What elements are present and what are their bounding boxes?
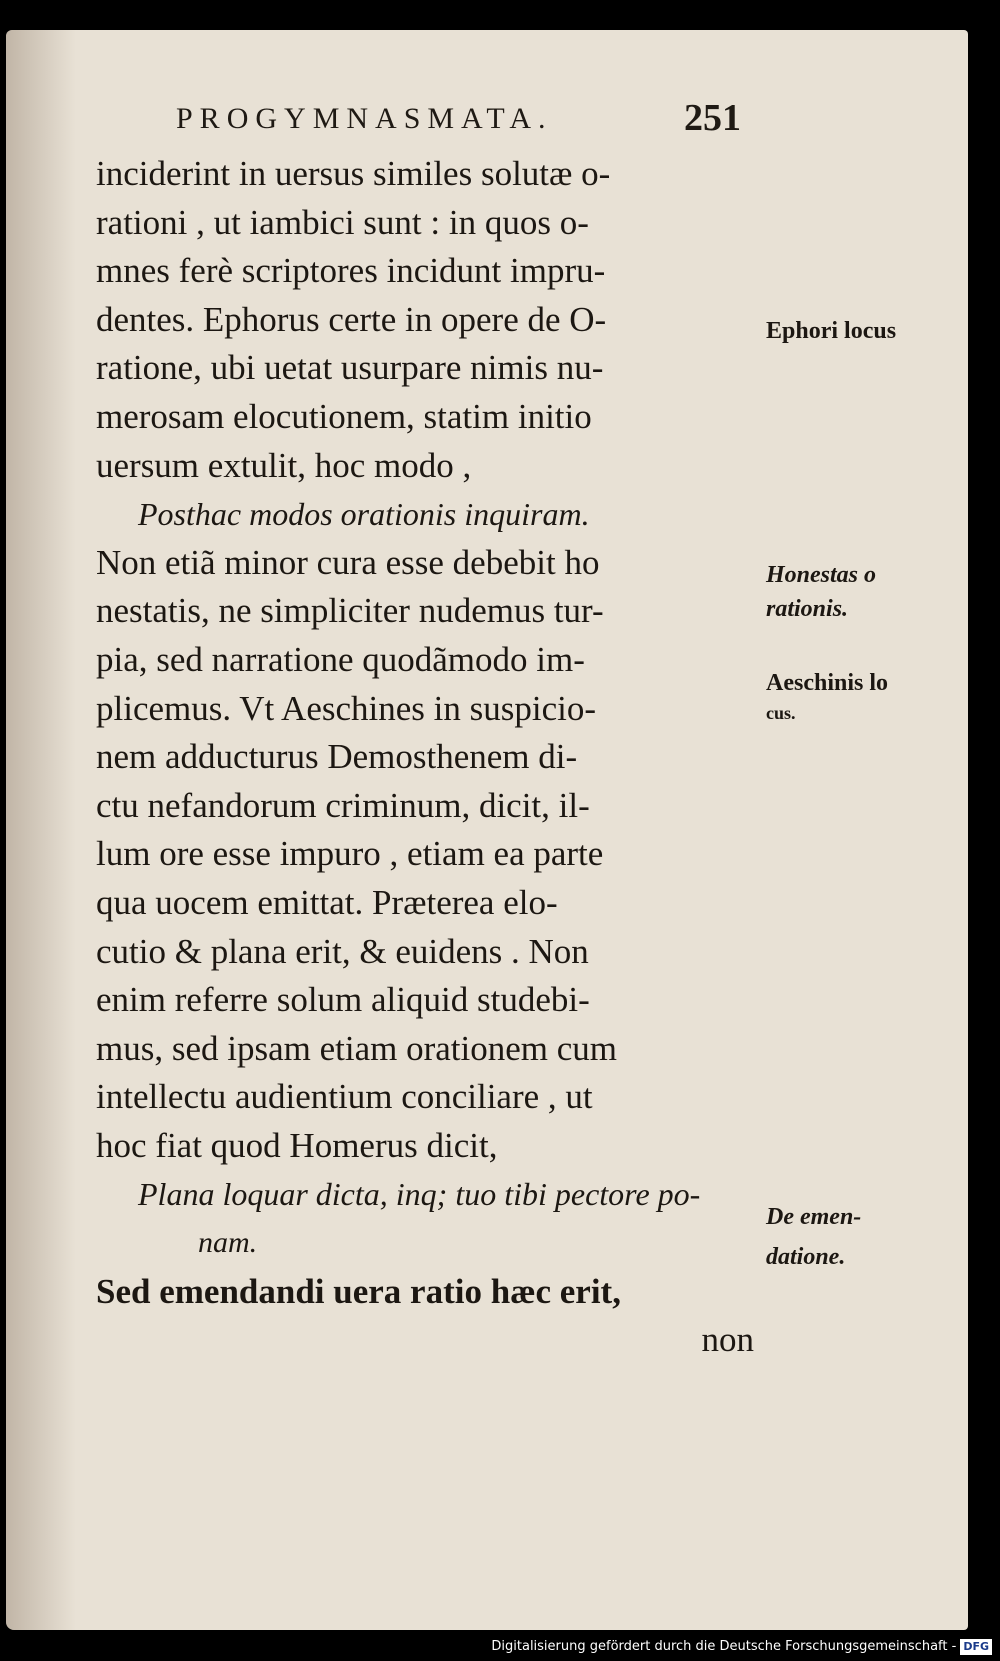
text-line: nestatis, ne simpliciter nudemus tur- — [96, 591, 604, 631]
book-page — [6, 30, 968, 1630]
text-line: intellectu audientium conciliare , ut — [96, 1077, 593, 1117]
main-text — [96, 150, 756, 1365]
text-line: merosam elocutionem, statim initio — [96, 396, 592, 436]
text-line: qua uocem emittat. Præterea elo- — [96, 882, 558, 922]
text-line: inciderint in uersus similes solutæ o- — [96, 154, 611, 193]
text-line: plicemus. Vt Aeschines in suspicio- — [96, 688, 596, 728]
running-title: PROGYMNASMATA. — [176, 102, 553, 135]
catchword: non — [701, 1320, 754, 1360]
text-line: ratione, ubi uetat usurpare nimis nu- — [96, 348, 604, 388]
marginal-note: cus. — [766, 703, 796, 723]
text-line: hoc fiat quod Homerus dicit, — [96, 1125, 498, 1165]
verse-quotation: Plana loquar dicta, inq; tuo tibi pectore po- — [138, 1176, 701, 1213]
verse-quotation: nam. — [198, 1226, 258, 1260]
text-line: uersum extulit, hoc modo , — [96, 445, 472, 485]
text-line: enim referre solum aliquid studebi- — [96, 980, 590, 1020]
text-line: pia, sed narratione quodãmodo im- — [96, 639, 585, 679]
marginal-note: rationis. — [766, 596, 849, 622]
marginal-note: Honestas o — [766, 562, 877, 588]
text-line: cutio & plana erit, & euidens . Non — [96, 931, 589, 971]
running-header — [166, 97, 766, 142]
dfg-logo: DFG — [960, 1639, 992, 1655]
digitization-credit — [491, 1637, 992, 1657]
text-line: Sed emendandi uera ratio hæc erit, — [96, 1271, 621, 1311]
text-line: lum ore esse impuro , etiam ea parte — [96, 834, 604, 874]
text-line: dentes. Ephorus certe in opere de O- — [96, 299, 607, 339]
text-line: mus, sed ipsam etiam orationem cum — [96, 1028, 618, 1068]
marginal-note: Ephori locus — [766, 318, 897, 344]
verse-quotation: Posthac modos orationis inquiram. — [138, 496, 590, 533]
page-number: 251 — [684, 97, 741, 139]
text-line: rationi , ut iambici sunt : in quos o- — [96, 202, 589, 242]
marginal-note: De emen- — [766, 1204, 862, 1230]
credit-text: Digitalisierung gefördert durch die Deutsche Forschungsgemeinschaft - — [491, 1639, 957, 1654]
marginal-note: Aeschinis lo — [766, 670, 889, 696]
marginal-note: datione. — [766, 1244, 846, 1270]
text-line: ctu nefandorum criminum, dicit, il- — [96, 785, 590, 825]
text-line: nem adducturus Demosthenem di- — [96, 737, 578, 777]
text-line: Non etiã minor cura esse debebit ho — [96, 542, 600, 582]
text-line: mnes ferè scriptores incidunt impru- — [96, 251, 606, 291]
